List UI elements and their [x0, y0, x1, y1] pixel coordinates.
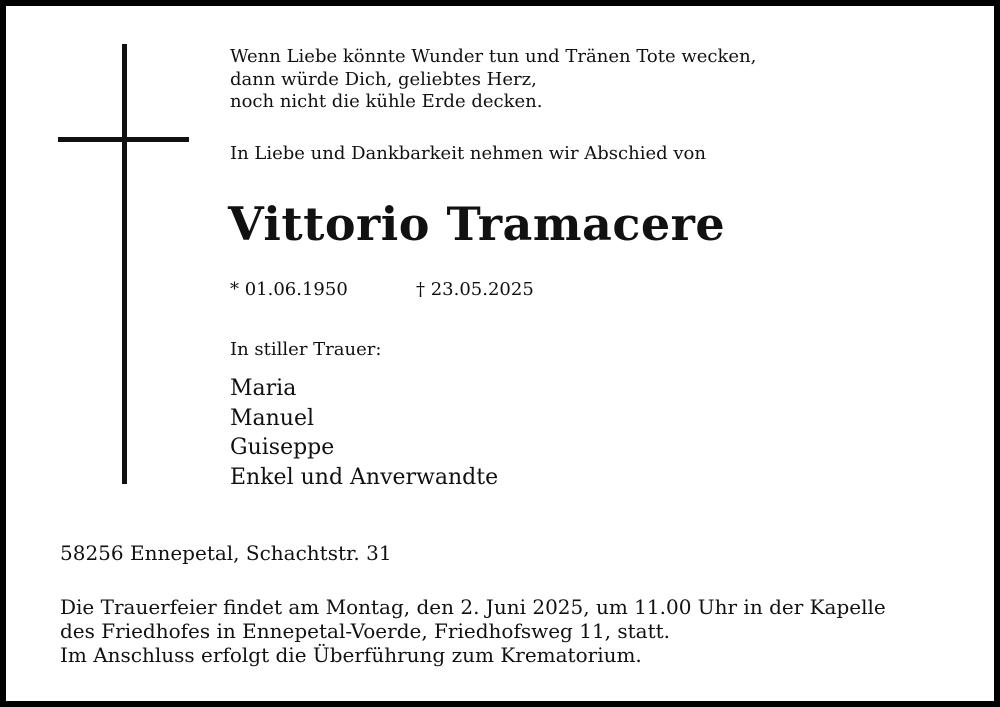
- poem-line: Wenn Liebe könnte Wunder tun und Tränen Tote wecken,: [230, 46, 757, 67]
- ceremony-line: Die Trauerfeier findet am Montag, den 2. Juni 2025, um 11.00 Uhr in der Kapelle: [60, 595, 886, 619]
- ceremony-info: [60, 595, 886, 667]
- ceremony-line: Im Anschluss erfolgt die Überführung zum Krematorium.: [60, 643, 642, 667]
- death-date: † 23.05.2025: [416, 279, 534, 300]
- intro-text: In Liebe und Dankbarkeit nehmen wir Abschied von: [230, 143, 706, 164]
- ceremony-line: des Friedhofes in Ennepetal-Voerde, Friedhofsweg 11, statt.: [60, 619, 671, 643]
- poem: [230, 46, 756, 114]
- family-member: Enkel und Anverwandte: [230, 464, 499, 490]
- family-list: [230, 374, 498, 492]
- deceased-name: Vittorio Tramacere: [228, 197, 726, 251]
- poem-line: noch nicht die kühle Erde decken.: [230, 91, 543, 112]
- address: 58256 Ennepetal, Schachtstr. 31: [60, 541, 392, 565]
- mourning-label: In stiller Trauer:: [230, 339, 382, 360]
- obituary-card: [6, 6, 994, 701]
- cross-icon-vertical-bar: [122, 44, 127, 484]
- poem-line: dann würde Dich, geliebtes Herz,: [230, 68, 537, 90]
- family-member: Guiseppe: [230, 435, 335, 460]
- birth-date: * 01.06.1950: [230, 279, 348, 300]
- family-member: Manuel: [230, 405, 315, 431]
- cross-icon-horizontal-bar: [58, 137, 189, 142]
- family-member: Maria: [230, 376, 297, 401]
